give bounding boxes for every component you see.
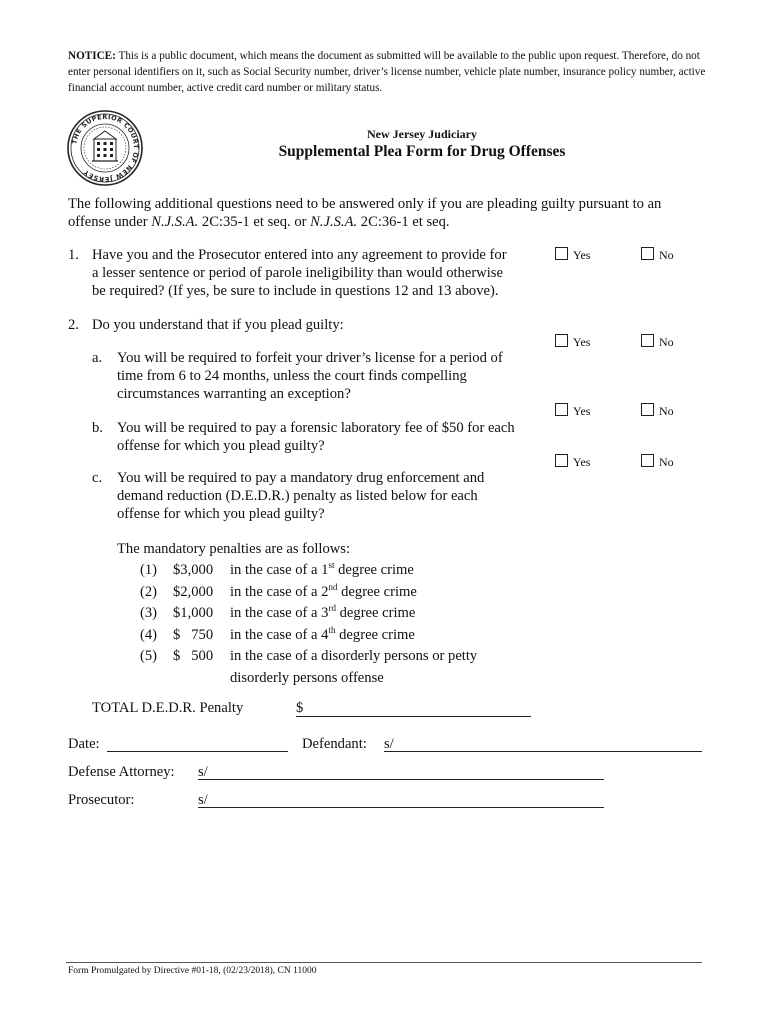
- defendant-label: Defendant:: [302, 736, 367, 752]
- penalty-item: (5) $ 500 in the case of a disorderly persons or petty: [140, 648, 478, 664]
- penalty-heading: The mandatory penalties are as follows:: [117, 541, 351, 557]
- prosecutor-prefix: s/: [198, 792, 208, 808]
- footer-divider: [66, 962, 702, 963]
- checkbox-box[interactable]: [641, 334, 654, 347]
- prosecutor-signature-input[interactable]: [198, 807, 604, 808]
- notice-label: NOTICE:: [68, 50, 116, 62]
- penalty-list: [117, 540, 537, 687]
- q2b-yes-checkbox[interactable]: Yes: [555, 403, 590, 418]
- total-currency: $: [296, 700, 304, 716]
- intro-line-2: offense under N.J.S.A. 2C:35-1 et seq. or N.J.S.A. 2C:36-1 et seq.: [68, 214, 450, 230]
- q2c-no-checkbox[interactable]: No: [641, 454, 674, 469]
- penalty-item: (3) $1,000 in the case of a 3rd degree crime: [140, 603, 416, 621]
- penalty-item: (2) $2,000 in the case of a 2nd degree crime: [140, 581, 417, 600]
- question-2c-letter: c.: [92, 470, 103, 486]
- page-title: Supplemental Plea Form for Drug Offenses: [278, 143, 566, 160]
- question-2c-text: You will be required to pay a mandatory drug enforcement and demand reduction (D.E.D.R.) penalty as listed below for each offense for which you plead guilty?: [117, 470, 485, 522]
- defense-attorney-signature-input[interactable]: [198, 779, 604, 780]
- question-2b-letter: b.: [92, 420, 103, 436]
- date-label: Date:: [68, 736, 100, 752]
- defendant-signature-input[interactable]: [384, 751, 702, 752]
- intro-line-1: The following additional questions need to be answered only if you are pleading guilty pursuant to an: [68, 196, 662, 212]
- penalty-item: (1) $3,000 in the case of a 1st degree crime: [140, 560, 414, 578]
- q1-no-checkbox[interactable]: No: [641, 247, 674, 262]
- q2b-no-checkbox[interactable]: No: [641, 403, 674, 418]
- penalty-item: (4) $ 750 in the case of a 4th degree crime: [140, 624, 415, 643]
- checkbox-box[interactable]: [555, 247, 568, 260]
- checkbox-box[interactable]: [555, 403, 568, 416]
- checkbox-box[interactable]: [641, 247, 654, 260]
- q2c-yes-checkbox[interactable]: Yes: [555, 454, 590, 469]
- prosecutor-label: Prosecutor:: [68, 792, 135, 808]
- checkbox-box[interactable]: [555, 334, 568, 347]
- date-input[interactable]: [107, 751, 288, 752]
- q2a-no-checkbox[interactable]: No: [641, 334, 674, 349]
- total-dedr-input[interactable]: [296, 716, 531, 717]
- checkbox-box[interactable]: [555, 454, 568, 467]
- court-seal: [66, 109, 144, 187]
- total-dedr-label: TOTAL D.E.D.R. Penalty: [92, 700, 244, 716]
- q2a-yes-checkbox[interactable]: Yes: [555, 334, 590, 349]
- statute-1: N.J.S.A.: [151, 214, 199, 230]
- question-2-number: 2.: [68, 317, 79, 333]
- svg-text:THE SUPERIOR COURT OF NEW JERS: THE SUPERIOR COURT OF NEW JERSEY: [70, 112, 141, 184]
- q1-yes-checkbox[interactable]: Yes: [555, 247, 590, 262]
- defendant-prefix: s/: [384, 736, 394, 752]
- question-2b-text: You will be required to pay a forensic laboratory fee of $50 for each offense for which you plead guilty?: [117, 420, 515, 454]
- checkbox-box[interactable]: [641, 403, 654, 416]
- question-2-text: Do you understand that if you plead guilty:: [92, 317, 344, 333]
- intro-paragraph: [68, 195, 708, 231]
- question-2a-text: You will be required to forfeit your driver’s license for a period of time from 6 to 24 months, unless the court finds compelling circumstances warranting an exception?: [117, 350, 503, 402]
- statute-2: N.J.S.A.: [310, 214, 358, 230]
- court-seal-icon: [66, 109, 144, 187]
- judiciary-name: New Jersey Judiciary: [367, 127, 477, 141]
- defense-attorney-prefix: s/: [198, 764, 208, 780]
- question-2a-letter: a.: [92, 350, 103, 366]
- notice-text: This is a public document, which means the document as submitted will be available to the public upon request. Therefore, do not enter personal identifiers on it, such as Social Security number, driver’s license number, vehicle plate number, insurance policy number, active financial account number, active credit card number or military status.: [68, 50, 706, 94]
- form-footer: Form Promulgated by Directive #01-18, (02/23/2018), CN 11000: [68, 966, 317, 976]
- defense-attorney-label: Defense Attorney:: [68, 764, 175, 780]
- checkbox-box[interactable]: [641, 454, 654, 467]
- penalty-item-5-continued: disorderly persons offense: [230, 669, 384, 686]
- question-1-text: Have you and the Prosecutor entered into any agreement to provide for a lesser sentence or period of parole ineligibility than would otherwise be required? (If yes, be sure to include in questions 12 and 13 above).: [92, 247, 507, 299]
- public-notice: [68, 48, 718, 96]
- question-1-number: 1.: [68, 247, 79, 263]
